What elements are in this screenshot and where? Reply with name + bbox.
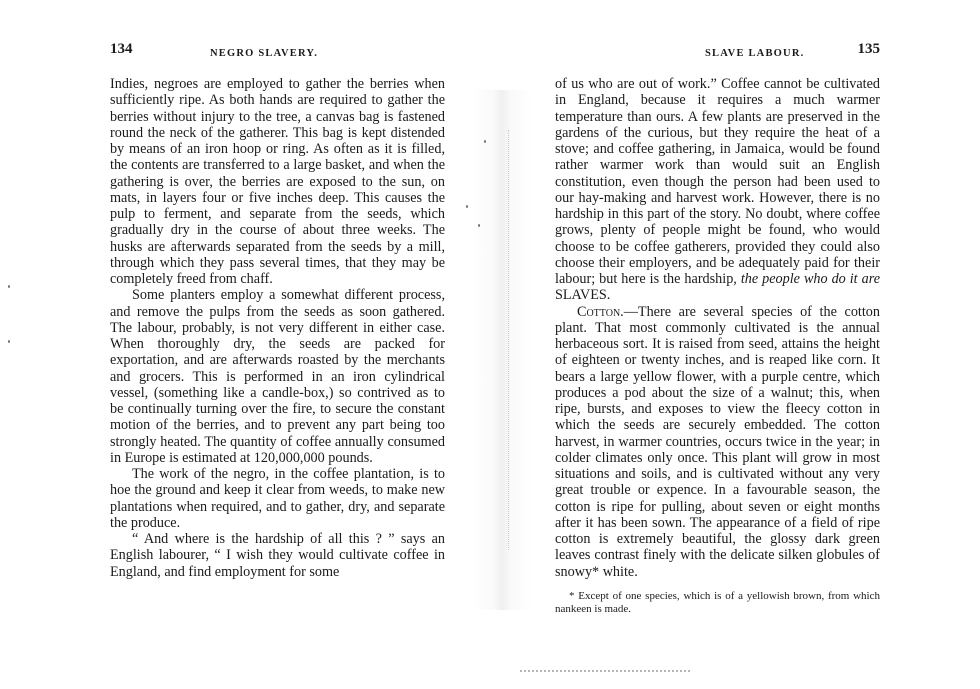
right-paragraph-2 [555, 304, 880, 580]
cotton-dash: — [623, 303, 638, 320]
running-title-right: SLAVE LABOUR. [705, 48, 805, 59]
right-text-block [555, 76, 880, 616]
right-page [490, 0, 980, 689]
right-paragraph-1-slaves: SLAVES. [555, 287, 611, 304]
left-paragraph-3: The work of the negro, in the coffee plantation, is to hoe the ground and keep it clear from weeds, to make new plantations when required, and to gather, dry, and separate the produce. [110, 466, 445, 531]
right-paragraph-1-emphasis: the people who do it are [740, 271, 880, 287]
right-paragraph-2-text: There are several species of the cotton plant. That most commonly cultivated is the annual herbaceous sort. It is raised from seed, attains the height of eighteen or twenty inches, and is reaped like corn. It bears a large yellow flower, with a purple centre, which produces a pod about the size of a walnut; this, when ripe, bursts, and exposes to view the fleecy cotton in which the seeds are securely embedded. The cotton harvest, in warmer countries, occurs twice in the year; in colder climates only once. This plant will grow in most situations and soils, and is cultivated without any very great trouble or expence. In a favourable season, the cotton is ripe for pulling, about seven or eight months after it has been sown. The appearance of a field of ripe cotton is extremely beautiful, the glossy dark green leaves contrast finely with the delicate silken globules of snowy* white. [555, 303, 880, 580]
left-paragraph-2: Some planters employ a somewhat different process, and remove the pulps from the seeds as soon gathered. The labour, probably, is not very different in either case. When thoroughly dry, the seeds are packed for exportation, and are afterwards roasted by the merchants and grocers. This is performed in an iron cylindrical vessel, (something like a candle-box,) so contrived as to be continually turning over the fire, to secure the constant motion of the berries, and to prevent any part being too strongly heated. The quantity of coffee annually consumed in Europe is estimated at 120,000,000 pounds. [110, 287, 445, 466]
page-number-left: 134 [110, 41, 133, 57]
right-running-head [555, 41, 880, 67]
left-paragraph-1: Indies, negroes are employed to gather the berries when sufficiently ripe. As both hands are required to gather the berries without injury to the tree, a canvas bag is fastened round the neck of the gatherer. This bag is kept distended by means of an iron hoop or ring. As often as it is filled, the contents are transferred to a large basket, and when the gathering is over, the berries are exposed to the sun, on mats, in layers four or five inches deep. This causes the pulp to ferment, and separate from the seeds, which gradually dry in the course of about three weeks. The husks are afterwards separated from the seeds by a mill, through which they pass several times, that they may be completely freed from chaff. [110, 76, 445, 287]
footnote: * Except of one species, which is of a yellowish brown, from which nankeen is made. [555, 589, 880, 615]
left-paragraph-4: “ And where is the hardship of all this ? ” says an English labourer, “ I wish they would cultivate coffee in England, and find employment for some [110, 531, 445, 580]
page-number-right: 135 [857, 41, 880, 57]
running-title-left: NEGRO SLAVERY. [210, 48, 319, 59]
left-running-head [110, 41, 440, 67]
left-text-block [110, 76, 445, 580]
right-paragraph-1-text: of us who are out of work.” Coffee cannot be cultivated in England, because it requires a much warmer temperature than ours. A few plants are preserved in the gardens of the curious, but they require the heat of a stove; and coffee gathering, in Jamaica, would be found rather warmer work than would suit an English constitution, even though the person had been used to our hay-making and harvest work. However, there is no hardship in this part of the story. No doubt, where coffee grows, plenty of people might be found, who would choose to be coffee gatherers, provided they could also choose their employers, and be adequately paid for their labour; but here is the hardship, [555, 76, 880, 287]
right-paragraph-1 [555, 76, 880, 304]
cotton-heading: Cotton. [577, 303, 624, 320]
